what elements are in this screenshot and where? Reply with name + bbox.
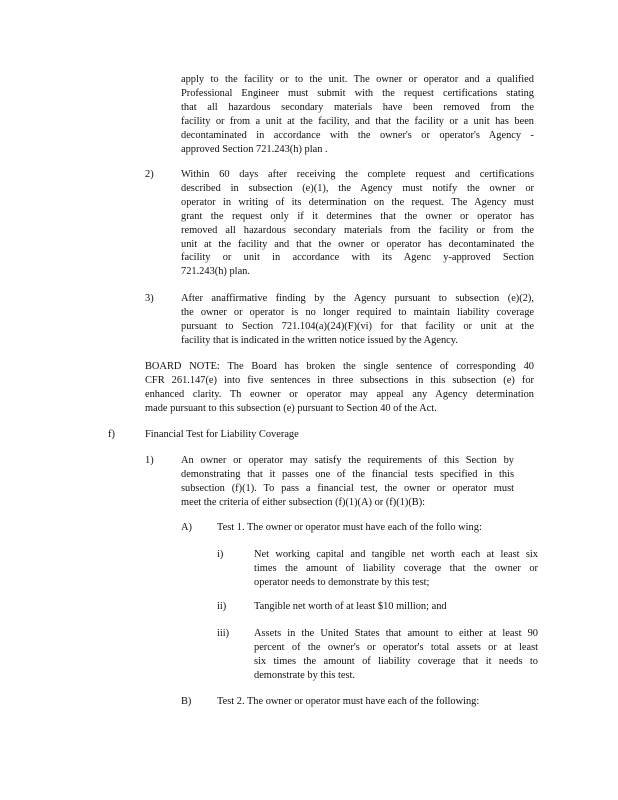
item-3-label: 3): [145, 293, 154, 304]
text-line: removed all hazardous secondary materials from the facility or from the: [181, 224, 534, 236]
text-line: approved Section 721.243(h) plan .: [181, 143, 328, 155]
text-line: apply to the facility or to the unit. The owner or operator and a qualified: [181, 74, 534, 85]
test-a-label: A): [181, 522, 192, 533]
text-line: six times the amount of liability coverage that it needs to: [254, 655, 538, 667]
item-3-paragraph: [181, 292, 534, 348]
text-line: enhanced clarity. Th eowner or operator may appeal any Agency determination: [145, 388, 534, 400]
text-line: described in subsection (e)(1), the Agency must notify the owner or: [181, 182, 534, 194]
f1-label: 1): [145, 455, 154, 466]
text-line: Within 60 days after receiving the complete request and certifications: [181, 169, 534, 180]
section-f-heading: Financial Test for Liability Coverage: [145, 429, 299, 440]
text-line: decontaminated in accordance with the owner's or operator's Agency -: [181, 129, 534, 141]
sub-ii-paragraph: [254, 600, 538, 614]
board-note: [145, 360, 534, 416]
text-line: grant the request only if it determines that the owner or operator has: [181, 210, 534, 222]
text-line: that all hazardous secondary materials have been removed from the: [181, 101, 534, 113]
text-line: Tangible net worth of at least $10 million; and: [254, 601, 447, 612]
f1-paragraph: [181, 454, 514, 510]
text-line: operator in writing of its determination on the request. The Agency must: [181, 196, 534, 208]
text-line: times the amount of liability coverage that the owner or: [254, 562, 538, 574]
text-line: meet the criteria of either subsection (f)(1)(A) or (f)(1)(B):: [181, 496, 426, 508]
item-2-label: 2): [145, 169, 154, 180]
text-line: operator needs to demonstrate by this test;: [254, 576, 430, 588]
text-line: demonstrate by this test.: [254, 669, 356, 681]
text-line: subsection (f)(1). To pass a financial test, the owner or operator must: [181, 482, 514, 494]
text-line: 721.243(h) plan.: [181, 266, 250, 278]
continuation-paragraph: [181, 73, 534, 156]
text-line: Professional Engineer must submit with the request certifications stating: [181, 87, 534, 99]
text-line: Assets in the United States that amount to either at least 90: [254, 628, 538, 639]
text-line: facility or unit in accordance with its Agenc y-approved Section: [181, 252, 534, 264]
text-line: demonstrating that it passes one of the financial tests specified in this: [181, 468, 514, 480]
sub-iii-label: iii): [217, 628, 230, 639]
test-b-text: Test 2. The owner or operator must have each of the following:: [217, 696, 480, 707]
sub-i-paragraph: [254, 548, 538, 590]
test-a-text: Test 1. The owner or operator must have each of the follo wing:: [217, 522, 482, 533]
text-line: facility or from a unit at the facility, and that the facility or a unit has been: [181, 115, 534, 127]
test-b-label: B): [181, 696, 192, 707]
section-f-label: f): [108, 429, 115, 440]
text-line: After anaffirmative finding by the Agency pursuant to subsection (e)(2),: [181, 293, 534, 304]
sub-iii-paragraph: [254, 627, 538, 683]
text-line: percent of the owner's or operator's total assets or at least: [254, 641, 538, 653]
text-line: the owner or operator is no longer required to maintain liability coverage: [181, 306, 534, 318]
text-line: facility that is indicated in the written notice issued by the Agency.: [181, 334, 458, 346]
text-line: pursuant to Section 721.104(a)(24)(F)(vi) for that facility or unit at the: [181, 320, 534, 332]
sub-ii-label: ii): [217, 601, 227, 612]
text-line: made pursuant to this subsection (e) pursuant to Section 40 of the Act.: [145, 402, 437, 414]
text-line: An owner or operator may satisfy the requirements of this Section by: [181, 455, 514, 466]
item-2-paragraph: [181, 168, 534, 279]
text-line: Net working capital and tangible net worth each at least six: [254, 549, 538, 560]
text-line: CFR 261.147(e) into five sentences in three subsections in this subsection (e) for: [145, 374, 534, 386]
sub-i-label: i): [217, 549, 224, 560]
text-line: unit at the facility and that the owner or operator has decontaminated the: [181, 238, 534, 250]
text-line: BOARD NOTE: The Board has broken the single sentence of corresponding 40: [145, 361, 534, 372]
